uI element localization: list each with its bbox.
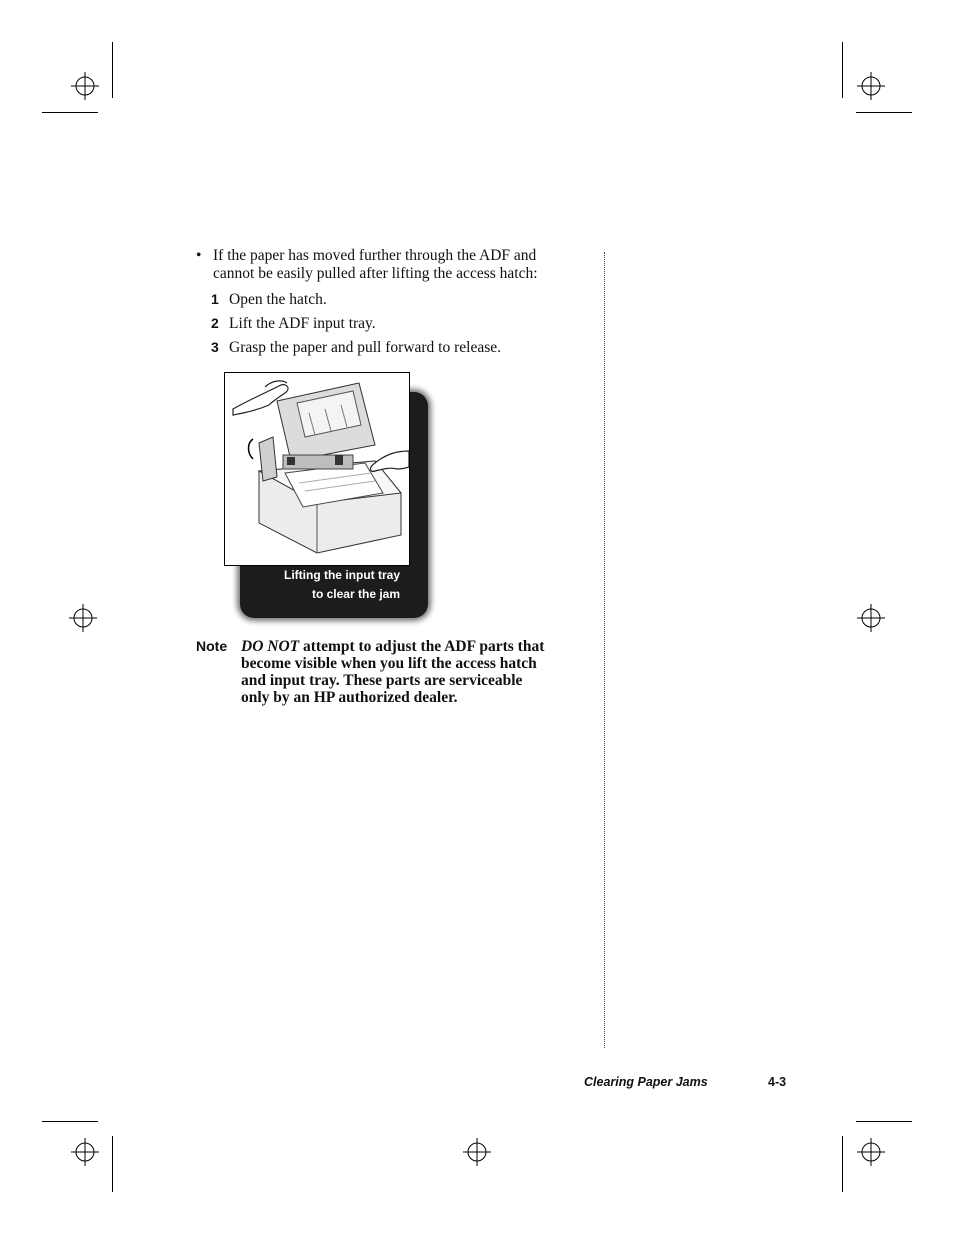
registration-mark-icon [462,1137,492,1167]
step-text: Lift the ADF input tray. [229,315,376,332]
footer-section-title: Clearing Paper Jams [584,1075,708,1089]
registration-mark-icon [856,1137,886,1167]
crop-mark-top-right-vertical [842,42,843,98]
figure-caption [250,564,400,604]
step-text: Grasp the paper and pull forward to release. [229,339,501,356]
note-body: attempt to adjust the ADF parts that become visible when you lift the access hatch and input tray. These parts are serviceable only by an HP authorized dealer. [241,638,545,706]
crop-mark-bottom-right-vertical [842,1136,843,1192]
crop-mark-bottom-right-horizontal [856,1121,912,1122]
list-item [211,315,591,339]
scanner-adf-illustration-icon [225,373,409,565]
note-emphasis: DO NOT [241,638,300,655]
registration-mark-icon [68,603,98,633]
crop-mark-bottom-left-vertical [112,1136,113,1192]
crop-mark-top-left-horizontal [42,112,98,113]
caption-line: Lifting the input tray [284,568,400,582]
crop-mark-top-right-horizontal [856,112,912,113]
registration-mark-icon [856,603,886,633]
bullet-text: If the paper has moved further through the ADF and cannot be easily pulled after lifting the access hatch: [213,247,538,282]
bullet-symbol: • [196,247,202,264]
step-text: Open the hatch. [229,291,327,308]
step-number: 2 [211,315,219,331]
list-item [211,339,591,363]
step-number: 3 [211,339,219,355]
crop-mark-top-left-vertical [112,42,113,98]
crop-mark-bottom-left-horizontal [42,1121,98,1122]
note-text [241,638,551,706]
steps-list [211,291,591,363]
list-item [211,291,591,315]
caption-line: to clear the jam [311,587,400,601]
registration-mark-icon [70,1137,100,1167]
registration-mark-icon [856,71,886,101]
registration-mark-icon [70,71,100,101]
page-number: 4-3 [768,1075,787,1089]
step-number: 1 [211,291,219,307]
bullet-paragraph [196,247,576,283]
figure-illustration [224,372,410,566]
note-label: Note [196,638,228,654]
column-divider [604,252,605,1048]
